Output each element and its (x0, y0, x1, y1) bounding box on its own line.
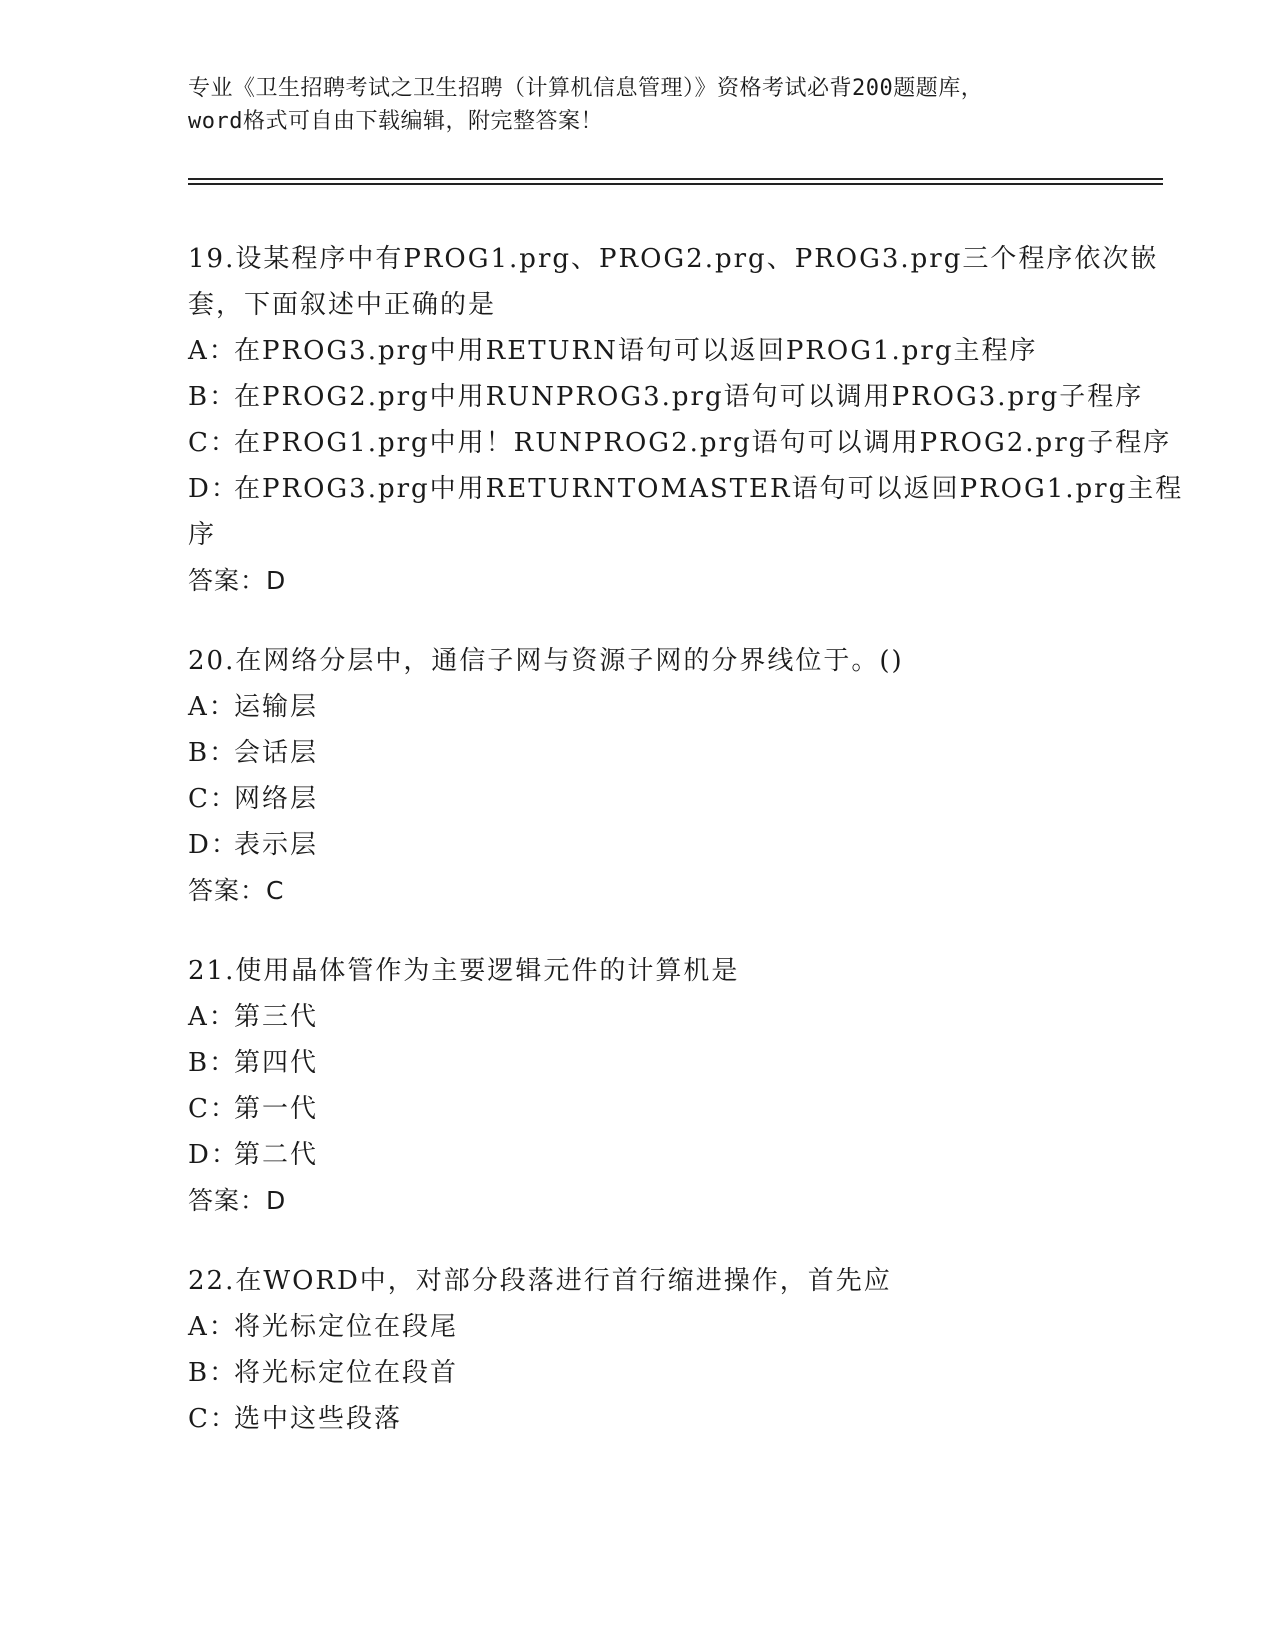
answer-line: 答案：D (188, 1186, 287, 1215)
option-key: B： (188, 382, 238, 412)
option-text: 在PROG1.prg中用！RUNPROG2.prg语句可以调用PROG2.prg子程序 (234, 428, 1172, 458)
option-key: D： (188, 830, 239, 860)
header-divider-top (188, 178, 1163, 180)
option-text: 将光标定位在段尾 (234, 1312, 459, 1342)
option-c (188, 420, 1172, 466)
header-title-line2: word格式可自由下载编辑，附完整答案！ (188, 109, 603, 134)
option-text: 第四代 (234, 1048, 319, 1078)
option-c (188, 1396, 1088, 1442)
answer-line: 答案：C (188, 876, 285, 905)
header-divider-bottom (188, 183, 1163, 185)
question-list (188, 236, 1184, 1476)
option-text: 在PROG3.prg中用RETURN语句可以返回PROG1.prg主程序 (234, 336, 1038, 366)
option-c (188, 1086, 1088, 1132)
option-key: B： (188, 1048, 238, 1078)
option-text: 会话层 (234, 738, 319, 768)
option-text: 运输层 (234, 692, 319, 722)
option-text: 表示层 (234, 830, 319, 860)
option-b (188, 1040, 1088, 1086)
question-19 (188, 236, 1184, 604)
option-key: C： (188, 1094, 238, 1124)
option-text: 第二代 (234, 1140, 319, 1170)
option-key: A： (188, 1312, 237, 1342)
option-text: 第一代 (234, 1094, 319, 1124)
option-b (188, 730, 1088, 776)
option-text: 在PROG2.prg中用RUNPROG3.prg语句可以调用PROG3.prg子程序 (234, 382, 1144, 412)
question-22 (188, 1258, 1088, 1442)
question-stem-continued: 套，下面叙述中正确的是 (188, 290, 497, 320)
header-title-line1: 专业《卫生招聘考试之卫生招聘（计算机信息管理）》资格考试必背200题题库， (188, 76, 984, 101)
option-key: A： (188, 692, 237, 722)
option-text: 在PROG3.prg中用RETURNTOMASTER语句可以返回PROG1.prg主程 (234, 474, 1184, 504)
option-key: D： (188, 474, 239, 504)
option-a (188, 328, 1088, 374)
option-d (188, 822, 1088, 868)
option-text: 网络层 (234, 784, 319, 814)
option-key: C： (188, 428, 238, 458)
option-text: 将光标定位在段首 (234, 1358, 459, 1388)
question-stem: 20.在网络分层中，通信子网与资源子网的分界线位于。() (188, 646, 904, 676)
question-stem: 21.使用晶体管作为主要逻辑元件的计算机是 (188, 956, 740, 986)
option-d (188, 466, 1184, 512)
option-b (188, 374, 1144, 420)
answer-line: 答案：D (188, 566, 287, 595)
question-21 (188, 948, 1088, 1224)
option-d (188, 1132, 1088, 1178)
option-text: 第三代 (234, 1002, 319, 1032)
option-key: B： (188, 738, 238, 768)
option-text: 选中这些段落 (234, 1404, 403, 1434)
option-key: D： (188, 1140, 239, 1170)
option-key: C： (188, 1404, 238, 1434)
question-stem: 22.在WORD中，对部分段落进行首行缩进操作，首先应 (188, 1266, 892, 1296)
option-b (188, 1350, 1088, 1396)
document-header (188, 72, 1088, 138)
question-20 (188, 638, 1088, 914)
option-a (188, 994, 1088, 1040)
option-key: A： (188, 1002, 237, 1032)
option-a (188, 1304, 1088, 1350)
question-stem: 19.设某程序中有PROG1.prg、PROG2.prg、PROG3.prg三个程序依次嵌 (188, 244, 1159, 274)
option-d-continued: 序 (188, 520, 217, 550)
option-c (188, 776, 1088, 822)
option-a (188, 684, 1088, 730)
option-key: A： (188, 336, 237, 366)
option-key: C： (188, 784, 238, 814)
option-key: B： (188, 1358, 238, 1388)
